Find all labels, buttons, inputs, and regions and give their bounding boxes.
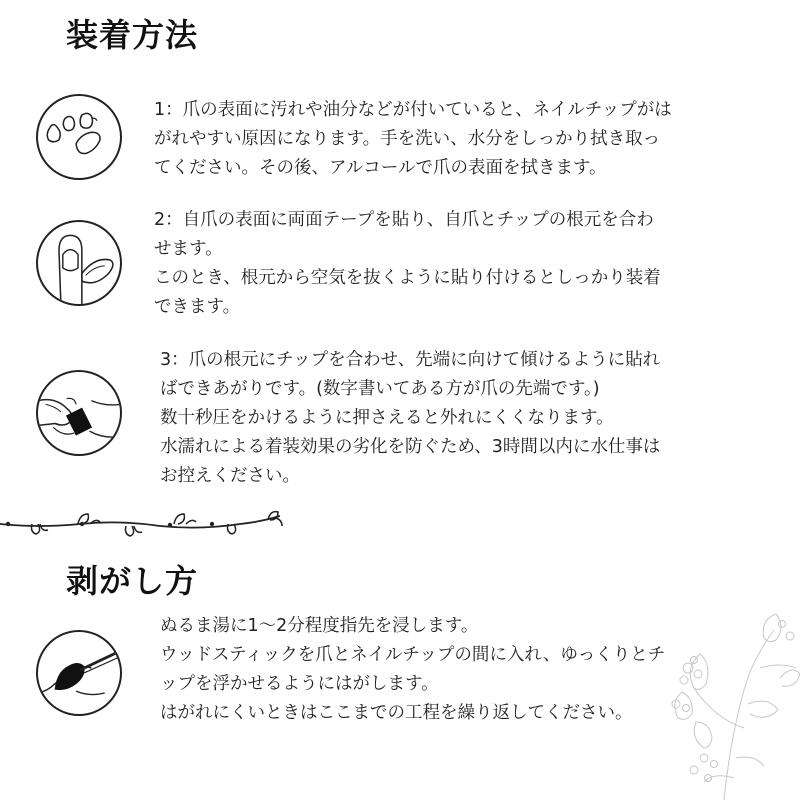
nail-shapes-icon (36, 94, 122, 180)
attach-step-2-line: できます。 (154, 297, 241, 317)
finger-tape-icon (36, 220, 122, 306)
remove-step-line: ぬるま湯に1〜2分程度指先を浸します。 (160, 616, 479, 636)
attach-step-3-line: お控えください。 (160, 466, 300, 486)
attach-step-1-line: がれやすい原因になります。手を洗い、水分をしっかり拭き取っ (154, 129, 661, 149)
attach-step-1 (154, 96, 672, 183)
attach-step-3-line: ばできあがりです。(数字書いてある方が爪の先端です。) (160, 379, 600, 399)
attach-step-2-line: このとき、根元から空気を抜くように貼り付けるとしっかり装着 (154, 268, 661, 288)
attach-step-1-line: てください。その後、アルコールで爪の表面を拭きます。 (154, 158, 607, 178)
remove-step-line: ウッドスティックを爪とネイルチップの間に入れ、ゆっくりとチ (160, 645, 666, 665)
attach-step-2-line: 2：自爪の表面に両面テープを貼り、自爪とチップの根元を合わ (154, 210, 654, 230)
attach-step-2 (154, 206, 661, 322)
press-tip-icon (36, 370, 122, 456)
remove-step-line: ップを浮かせるようにはがします。 (160, 674, 439, 694)
vine-divider (0, 506, 300, 542)
attach-step-1-line: 1：爪の表面に汚れや油分などが付いていると、ネイルチップがは (154, 100, 672, 120)
attach-step-3-line: 水濡れによる着装効果の劣化を防ぐため、3時間以内に水仕事は (160, 437, 661, 457)
attach-step-2-line: せます。 (154, 239, 223, 259)
remove-heading: 剥がし方 (66, 562, 199, 600)
remove-step (160, 612, 665, 728)
botanical-illustration (664, 608, 800, 800)
attach-heading: 装着方法 (66, 16, 199, 54)
wood-stick-icon (36, 630, 122, 716)
attach-step-3-line: 3：爪の根元にチップを合わせ、先端に向けて傾けるように貼れ (160, 350, 661, 370)
attach-step-3-line: 数十秒圧をかけるように押さえると外れにくくなります。 (160, 408, 614, 428)
remove-step-line: はがれにくいときはここまでの工程を繰り返してください。 (160, 703, 633, 723)
attach-step-3 (160, 346, 660, 491)
